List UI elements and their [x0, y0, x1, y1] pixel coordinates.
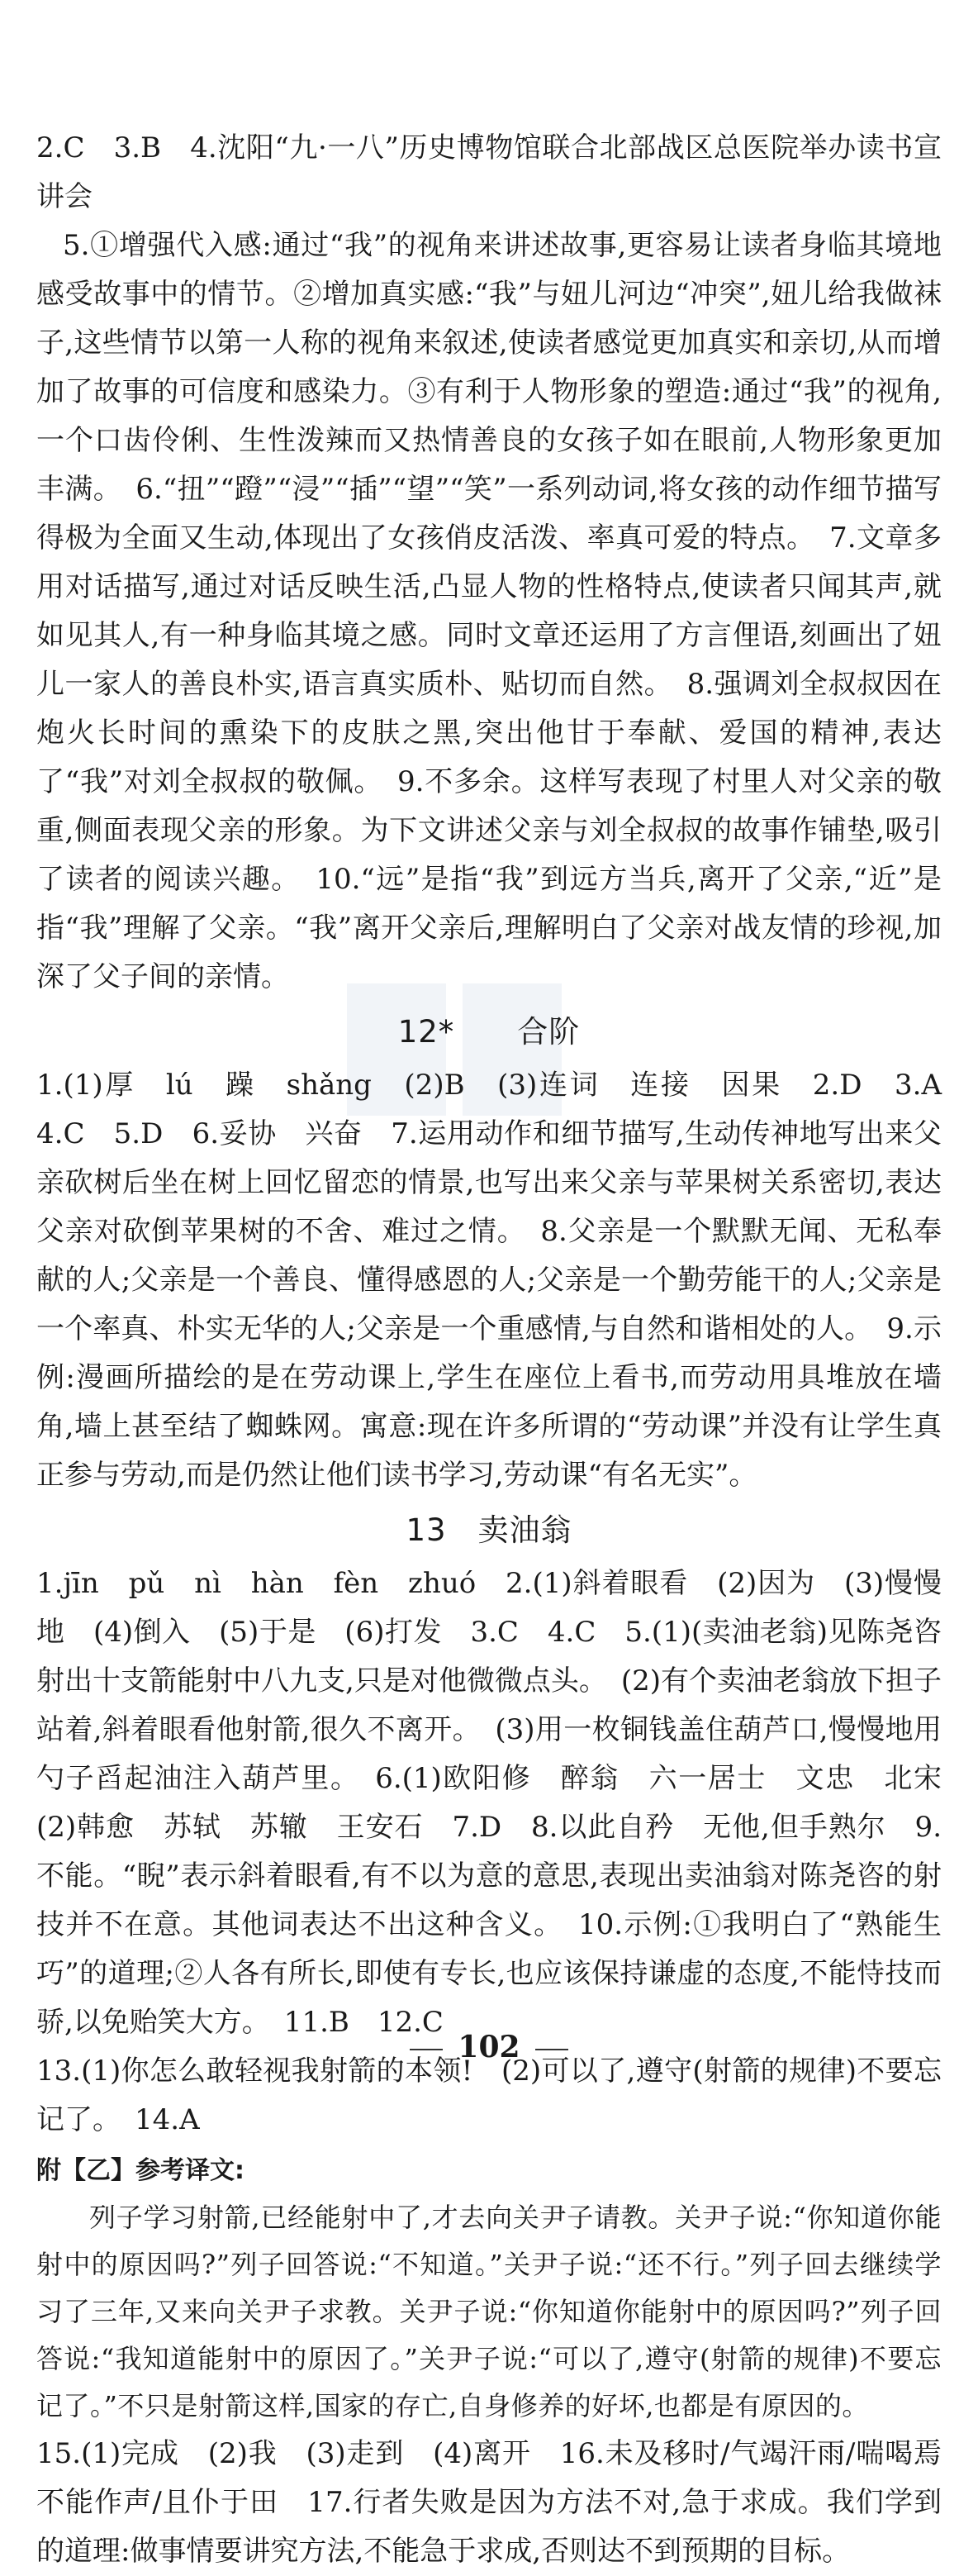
- page-number-value: 102: [458, 2030, 520, 2064]
- appendix-title: 附【乙】参考译文:: [36, 2156, 244, 2185]
- lesson13-answers: 1.jīn pǔ nì hàn fèn zhuó 2.(1)斜着眼看 (2)因为 (3)慢慢地 (4)倒入 (5)于是 (6)打发 3.C 4.C 5.(1)(卖油老翁)见陈尧咨射出十支箭能射中八九支,只是对他微微点头。 (2)有个卖油老翁放下担子站着,斜着眼看他射箭,很久不离开。 (3)用一枚铜钱盖住葫芦口,慢慢地用勺子舀起油注入葫芦里。 6.(1)欧阳修 醉翁 六一居士 文忠 北宋 (2)韩愈 苏轼 苏辙 王安石 7.D 8.以此自矜 无他,但手熟尔 9.不能。“睨”表示斜着眼看,有不以为意的意思,表现出卖油翁对陈尧咨的射技并不在意。其他词表达不出这种含义。 10.示例:①我明白了“熟能生巧”的道理;②人各有所长,即使有专长,也应该保持谦虚的态度,不能恃技而骄,以免贻笑大方。 11.B 12.C: [36, 1567, 970, 2039]
- page-number-left-dash: [410, 2049, 443, 2050]
- page-number: [0, 2030, 978, 2064]
- lesson13-answers-13-14: 13.(1)你怎么敢轻视我射箭的本领! (2)可以了,遵守(射箭的规律)不要忘记了。 14.A: [36, 2055, 942, 2136]
- answer-page: [36, 124, 970, 2576]
- lesson13-answers-15-17: 15.(1)完成 (2)我 (3)走到 (4)离开 16.未及移时/气竭汗雨/喘喝焉不能作声/且仆于田 17.行者失败是因为方法不对,急于求成。我们学到的道理:做事情要讲究方法,不能急于求成,否则达不到预期的目标。: [36, 2437, 942, 2568]
- lesson11-answers: 5.①增强代入感:通过“我”的视角来讲述故事,更容易让读者身临其境地感受故事中的情节。②增加真实感:“我”与妞儿河边“冲突”,妞儿给我做袜子,这些情节以第一人称的视角来叙述,使读者感觉更加真实和亲切,从而增加了故事的可信度和感染力。③有利于人物形象的塑造:通过“我”的视角,一个口齿伶俐、生性泼辣而又热情善良的女孩子如在眼前,人物形象更加丰满。 6.“扭”“蹬”“浸”“插”“望”“笑”一系列动词,将女孩的动作细节描写得极为全面又生动,体现出了女孩俏皮活泼、率真可爱的特点。 7.文章多用对话描写,通过对话反映生活,凸显人物的性格特点,使读者只闻其声,就如见其人,有一种身临其境之感。同时文章还运用了方言俚语,刻画出了妞儿一家人的善良朴实,语言真实质朴、贴切而自然。 8.强调刘全叔叔因在炮火长时间的熏染下的皮肤之黑,突出他甘于奉献、爱国的精神,表达了“我”对刘全叔叔的敬佩。 9.不多余。这样写表现了村里人对父亲的敬重,侧面表现父亲的形象。为下文讲述父亲与刘全叔叔的故事作铺垫,吸引了读者的阅读兴趣。 10.“远”是指“我”到远方当兵,离开了父亲,“近”是指“我”理解了父亲。“我”离开父亲后,理解明白了父亲对战友情的珍视,加深了父子间的亲情。: [36, 229, 942, 993]
- lesson11-answers-line1: 2.C 3.B 4.沈阳“九·一八”历史博物馆联合北部战区总医院举办读书宣讲会: [36, 131, 942, 213]
- appendix-translation: 列子学习射箭,已经能射中了,才去向关尹子请教。关尹子说:“你知道你能射中的原因吗?”列子回答说:“不知道。”关尹子说:“还不行。”列子回去继续学习了三年,又来向关尹子求教。关尹子说:“你知道你能射中的原因吗?”列子回答说:“我知道能射中的原因了。”关尹子说:“可以了,遵守(射箭的规律)不要忘记了。”不只是射箭这样,国家的存亡,自身修养的好坏,也都是有原因的。: [36, 2202, 942, 2421]
- lesson12-title: 12* 合阶: [397, 1014, 581, 1050]
- page-number-right-dash: [535, 2049, 568, 2050]
- lesson12-answers: 1.(1)厚 lú 躁 shǎng (2)B (3)连词 连接 因果 2.D 3.A 4.C 5.D 6.妥协 兴奋 7.运用动作和细节描写,生动传神地写出来父亲砍树后坐在树上回忆留恋的情景,也写出来父亲与苹果树关系密切,表达父亲对砍倒苹果树的不舍、难过之情。 8.父亲是一个默默无闻、无私奉献的人;父亲是一个善良、懂得感恩的人;父亲是一个勤劳能干的人;父亲是一个率真、朴实无华的人;父亲是一个重感情,与自然和谐相处的人。 9.示例:漫画所描绘的是在劳动课上,学生在座位上看书,而劳动用具堆放在墙角,墙上甚至结了蜘蛛网。寓意:现在许多所谓的“劳动课”并没有让学生真正参与劳动,而是仍然让他们读书学习,劳动课“有名无实”。: [36, 1069, 970, 1492]
- lesson13-title: 13 卖油翁: [406, 1512, 572, 1548]
